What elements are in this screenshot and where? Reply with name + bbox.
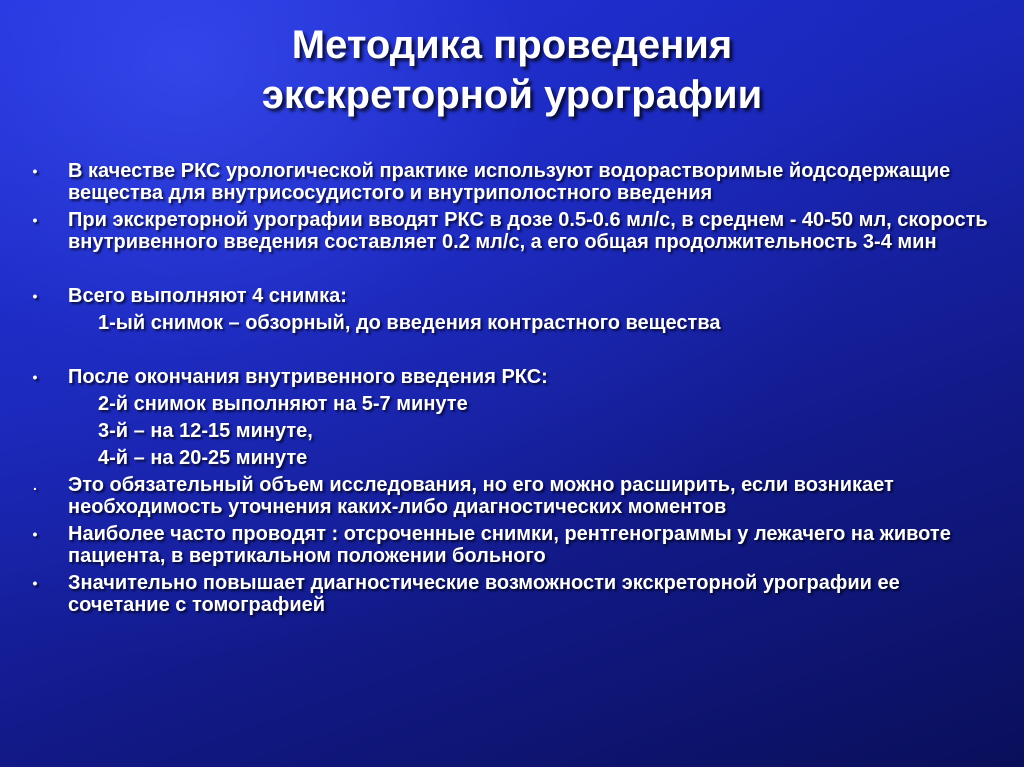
title-line-2: экскреторной урографии — [261, 73, 763, 117]
bullet-marker: • — [32, 575, 38, 591]
bullet-marker: • — [32, 526, 38, 542]
bullet-marker: • — [32, 369, 38, 385]
bullet-item — [30, 572, 990, 616]
slide-body — [30, 160, 990, 616]
bullet-item — [30, 474, 990, 518]
bullet-item — [30, 209, 990, 253]
bullet-text: При экскреторной урографии вводят РКС в дозе 0.5-0.6 мл/с, в среднем - 40-50 мл, скорость внутривенного введения составляет 0.2 мл/с, а его общая продолжительность 3-4 мин — [68, 209, 988, 253]
bullet-marker: • — [32, 288, 38, 304]
bullet-text: Всего выполняют 4 снимка: — [68, 285, 347, 307]
sub-item: 4-й – на 20-25 минуте — [98, 447, 308, 469]
bullet-text: После окончания внутривенного введения РКС: — [68, 366, 548, 388]
bullet-text: Это обязательный объем исследования, но его можно расширить, если возникает необходимость уточнения каких-либо диагностических моментов — [68, 474, 894, 518]
bullet-marker: • — [32, 212, 38, 228]
slide-title — [0, 20, 1024, 120]
bullet-item — [30, 285, 990, 307]
bullet-text: Наиболее часто проводят : отсроченные снимки, рентгенограммы у лежачего на животе пациента, в вертикальном положении больного — [68, 523, 951, 567]
bullet-marker: . — [33, 477, 37, 493]
bullet-text: Значительно повышает диагностические возможности экскреторной урографии ее сочетание с томографией — [68, 572, 900, 616]
bullet-item — [30, 160, 990, 204]
sub-item: 2-й снимок выполняют на 5-7 минуте — [98, 393, 468, 415]
sub-item: 3-й – на 12-15 минуте, — [98, 420, 313, 442]
sub-item: 1-ый снимок – обзорный, до введения контрастного вещества — [98, 312, 721, 334]
bullet-item — [30, 366, 990, 388]
bullet-item — [30, 523, 990, 567]
bullet-text: В качестве РКС урологической практике используют водорастворимые йодсодержащие вещества для внутрисосудистого и внутриполостного введения — [68, 160, 951, 204]
bullet-marker: • — [32, 163, 38, 179]
title-line-1: Методика проведения — [291, 23, 733, 67]
